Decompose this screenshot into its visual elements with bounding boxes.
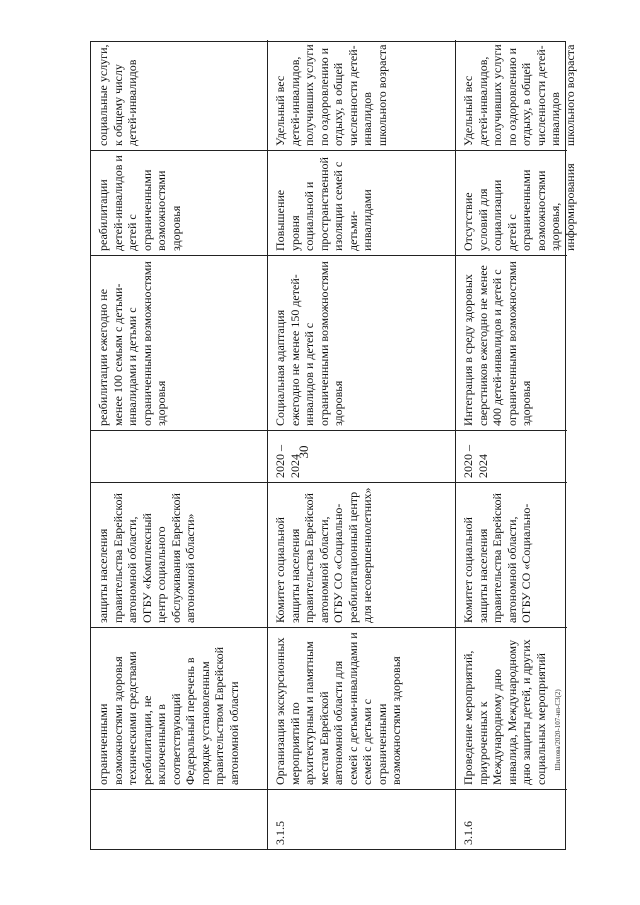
table-row <box>91 40 268 849</box>
executor-cell: Комитет социальной защиты населения правительства Еврейской автономной области, ОГБУ СО «Социально-реабилитационный центр для несовершеннолетних» <box>268 482 455 627</box>
executor-cell: Комитет социальной защиты населения правительства Еврейской автономной области, ОГБУ СО «Социально- <box>456 482 567 627</box>
activity-cell: ограниченными возможностями здоровья техническими средствами реабилитации, не включенными в соответствующий Федеральный перечень в порядке установленным правительством Еврейской автономной области <box>91 627 267 789</box>
period-cell: 2020 – 2024 <box>456 430 567 482</box>
measures-table <box>90 41 577 850</box>
table-row <box>456 40 577 849</box>
result-cell: реабилитации ежегодно не менее 100 семьям с детьми-инвалидами и детьми с ограниченными возможностями здоровья <box>91 255 267 430</box>
consequence-cell: реабилитации детей-инвалидов и детей с ограниченными возможностями здоровья <box>91 150 267 255</box>
table-row <box>268 40 456 849</box>
indicator-cell: Удельный вес детей-инвалидов, получивших услуги по оздоровлению и отдыху, в общей численности детей-инвалидов школьного возраста <box>461 44 577 146</box>
indicator-cell: Удельный вес детей-инвалидов, получивших услуги по оздоровлению и отдыху, в общей численности детей-инвалидов школьного возраста <box>273 44 389 146</box>
page-number: 30 <box>296 445 311 459</box>
row-number: 3.1.6 <box>456 789 567 849</box>
consequence-cell: Отсутствие условий для социализации детей с ограниченными возможностями здоровья, информирования <box>456 150 567 255</box>
indicator-cell: социальные услуги, к общему числу детей-инвалидов <box>96 44 139 146</box>
activity-cell: Проведение мероприятий, приуроченных к Международному дню инвалида, Международному дню защиты детей, и других социальных мероприятий <box>456 627 567 789</box>
activity-cell: Организация экскурсионных мероприятий по архитектурным и памятным местам Еврейской автономной области для семей с детьми-инвалидами и семей с детьми с ограниченными возможностями здоровья <box>268 627 455 789</box>
executor-cell: защиты населения правительства Еврейской автономной области, ОГБУ «Комплексный центр социального обслуживания Еврейской автономной области» <box>91 482 267 627</box>
row-number: 3.1.5 <box>268 789 455 849</box>
result-cell: Интеграция в среду здоровых сверстников ежегодно не менее 400 детей-инвалидов и детей с ограниченными возможностями здоровья <box>456 255 567 430</box>
result-cell: Социальная адаптация ежегодно не менее 150 детей-инвалидов и детей с ограниченными возможностями здоровья <box>268 255 455 430</box>
document-stamp: Шилова/2020-107-нп-С3(2) <box>554 689 562 771</box>
period-cell <box>91 430 267 482</box>
row-number <box>91 789 267 849</box>
period-cell: 2020 – 2024 <box>268 430 455 482</box>
table-stage <box>90 41 577 850</box>
consequence-cell: Повышение уровня социальной и пространственной изоляции семей с детьми-инвалидами <box>268 150 455 255</box>
